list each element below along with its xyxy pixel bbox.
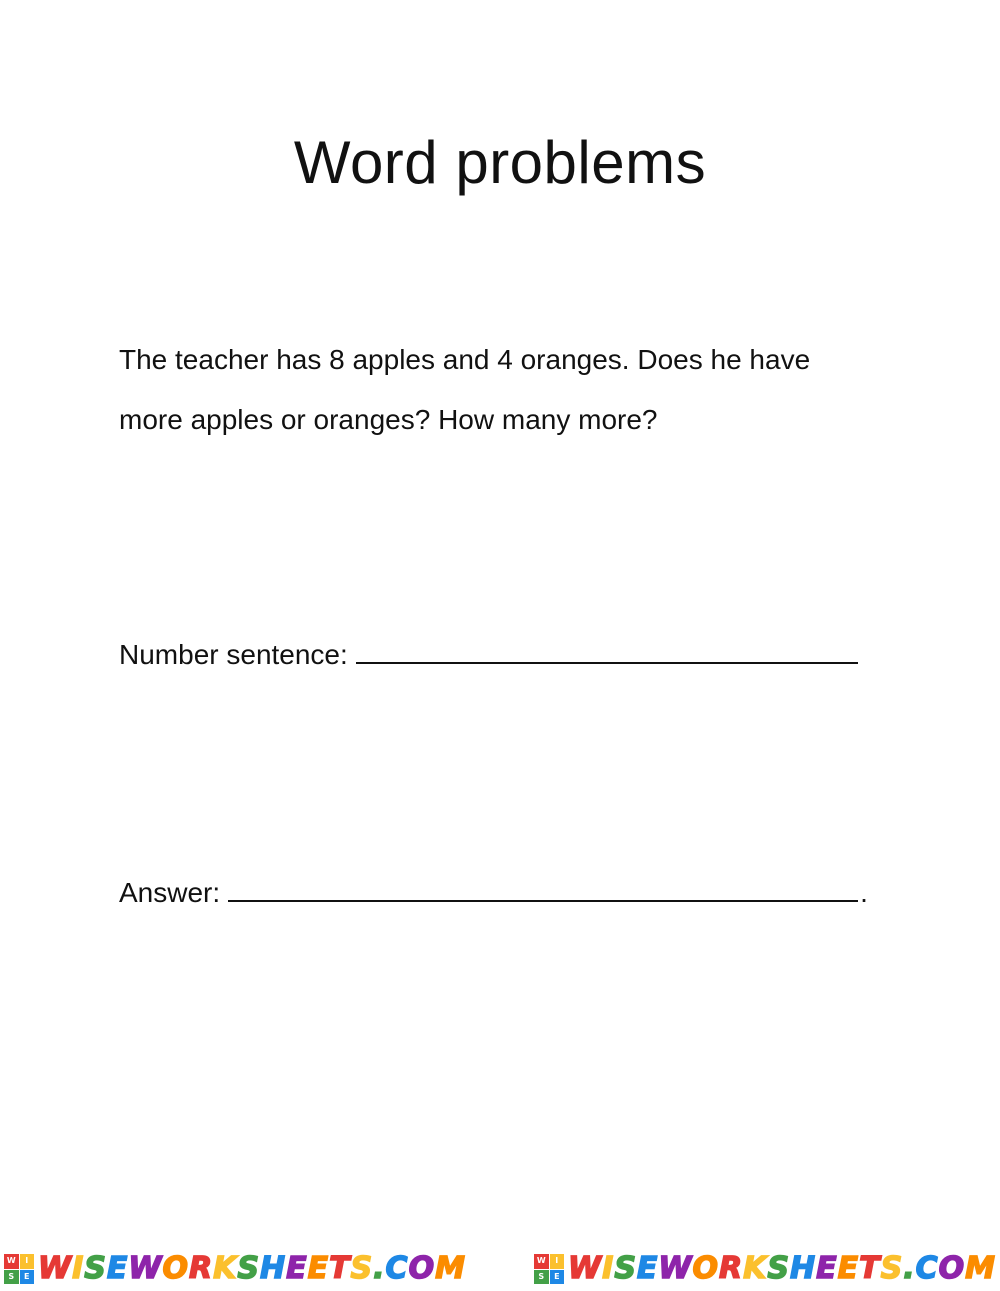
- brand-logo-icon: [4, 1254, 34, 1284]
- logo-letter: W: [4, 1254, 19, 1269]
- brand-logo-icon: [534, 1254, 564, 1284]
- logo-letter: W: [534, 1254, 549, 1269]
- logo-letter: I: [550, 1254, 565, 1269]
- page-title: Word problems: [293, 129, 707, 196]
- logo-letter: I: [20, 1254, 35, 1269]
- logo-letter: E: [20, 1270, 35, 1285]
- word-problem: [119, 330, 879, 450]
- brand-text: WISEWORKSHEETS.COM: [568, 1251, 996, 1286]
- problem-line-1: The teacher has 8 apples and 4 oranges. Does he have: [119, 344, 811, 375]
- problem-line-2: more apples or oranges? How many more?: [119, 404, 658, 435]
- number-sentence-blank[interactable]: [356, 632, 858, 664]
- answer-period: .: [860, 877, 868, 908]
- answer-label: Answer:: [119, 877, 221, 908]
- brand-right: [534, 1252, 996, 1286]
- brand-text: WISEWORKSHEETS.COM: [38, 1251, 466, 1286]
- number-sentence-label: Number sentence:: [119, 639, 348, 670]
- logo-letter: E: [550, 1270, 565, 1285]
- logo-letter: S: [534, 1270, 549, 1285]
- number-sentence-row: [119, 632, 858, 675]
- answer-row: [119, 870, 868, 913]
- footer-watermark: [0, 1252, 1000, 1286]
- answer-blank[interactable]: [228, 870, 858, 902]
- brand-left: [4, 1252, 466, 1286]
- logo-letter: S: [4, 1270, 19, 1285]
